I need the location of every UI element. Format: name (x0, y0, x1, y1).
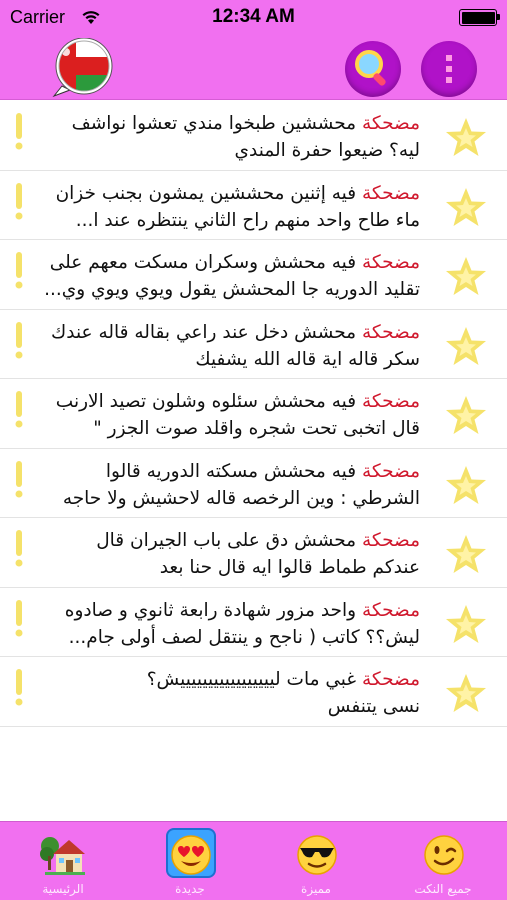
joke-line-2: سكر قاله اية قاله الله يشفيك (195, 348, 420, 370)
joke-text (40, 666, 420, 720)
joke-text (40, 319, 420, 373)
status-bar (0, 0, 507, 36)
tab-bar (0, 821, 507, 900)
battery-icon (459, 9, 497, 26)
carrier-label: Carrier (10, 7, 66, 27)
joke-line-2: تقليد الدوريه جا المحشش يقول ويوي ويوي وي... (44, 279, 420, 300)
tab-label: الرئيسية (42, 882, 84, 896)
winking-emoji-icon (419, 830, 467, 878)
list-item[interactable] (0, 449, 507, 519)
exclamation-icon[interactable] (14, 183, 24, 221)
exclamation-icon[interactable] (14, 530, 24, 568)
menu-button[interactable] (421, 41, 477, 97)
joke-category: مضحكة (361, 252, 420, 273)
tab-label: جديدة (175, 882, 205, 896)
star-icon[interactable] (444, 603, 488, 645)
joke-line-2: قال اتخبى تحت شجره واقلد صوت الجزر " (93, 418, 420, 439)
tab-label: جميع النكت (414, 882, 472, 896)
search-icon (345, 41, 401, 97)
exclamation-icon[interactable] (14, 322, 24, 360)
list-item[interactable] (0, 518, 507, 588)
list-item[interactable] (0, 171, 507, 241)
joke-category: مضحكة (361, 460, 420, 482)
jokes-list[interactable] (0, 101, 507, 821)
star-icon[interactable] (444, 672, 488, 714)
tab-home[interactable] (0, 822, 126, 900)
joke-category: مضحكة (361, 391, 420, 412)
joke-line-1: واحد مزور شهادة رابعة ثانوي و صادوه (64, 599, 357, 621)
joke-text (40, 180, 420, 234)
joke-line-1: فيه إثنين محششين يمشون بجنب خزان (55, 182, 357, 204)
nav-bar (0, 36, 507, 100)
star-icon[interactable] (444, 255, 488, 297)
tab-new[interactable] (127, 822, 253, 900)
tab-all-jokes[interactable] (380, 822, 506, 900)
list-item[interactable] (0, 588, 507, 658)
joke-line-2: ليه؟ ضيعوا حفرة المندي (234, 140, 420, 161)
joke-line-1: محشش دخل عند راعي بقاله قاله عندك (50, 321, 357, 343)
tab-label: مميزة (301, 882, 331, 896)
joke-text (40, 388, 420, 442)
house-icon (39, 830, 87, 878)
joke-line-2: نسى يتنفس (327, 696, 420, 717)
star-icon[interactable] (444, 533, 488, 575)
joke-category: مضحكة (361, 321, 420, 343)
heart-eyes-emoji-icon (166, 830, 214, 878)
star-icon[interactable] (444, 116, 488, 158)
joke-line-2: ليش؟؟ كاتب ( ناجح و ينتقل لصف أولى جام... (68, 626, 420, 648)
joke-category: مضحكة (361, 599, 420, 621)
star-icon[interactable] (444, 186, 488, 228)
exclamation-icon[interactable] (14, 391, 24, 429)
joke-line-2: الشرطي : وين الرخصه قاله لاحشيش ولا حاجه (62, 487, 420, 509)
joke-line-1: فيه محشش مسكته الدوريه قالوا (105, 460, 357, 482)
sunglasses-emoji-icon (292, 830, 340, 878)
joke-text (40, 249, 420, 303)
oman-flag-chat-bubble-icon[interactable] (48, 38, 118, 98)
joke-category: مضحكة (361, 113, 420, 134)
joke-line-2: ماء طاح واحد منهم راح الثاني ينتظره عند ا... (75, 209, 420, 231)
joke-line-1: غبي مات ليييييييييييييييييش؟ (146, 669, 357, 690)
clock: 12:34 AM (212, 6, 295, 27)
list-item[interactable] (0, 240, 507, 310)
joke-category: مضحكة (361, 530, 420, 551)
list-item[interactable] (0, 101, 507, 171)
joke-line-1: محششين طبخوا مندي تعشوا نواشف (71, 113, 357, 134)
search-button[interactable] (345, 41, 401, 97)
tab-featured[interactable] (253, 822, 379, 900)
joke-text (40, 458, 420, 512)
joke-line-1: محشش دق على باب الجيران قال (96, 530, 357, 551)
joke-line-2: عندكم طماط قالوا ايه قال حنا بعد (159, 557, 420, 578)
joke-line-1: فيه محشش سئلوه وشلون تصيد الارنب (55, 391, 357, 412)
joke-text (40, 597, 420, 651)
joke-line-1: فيه محشش وسكران مسكت معهم على (49, 252, 357, 273)
list-item[interactable] (0, 657, 507, 727)
vertical-dots-menu-icon (421, 41, 477, 97)
exclamation-icon[interactable] (14, 252, 24, 290)
joke-category: مضحكة (361, 182, 420, 204)
exclamation-icon[interactable] (14, 113, 24, 151)
list-item[interactable] (0, 379, 507, 449)
list-item[interactable] (0, 310, 507, 380)
star-icon[interactable] (444, 464, 488, 506)
exclamation-icon[interactable] (14, 600, 24, 638)
joke-category: مضحكة (361, 669, 420, 690)
star-icon[interactable] (444, 394, 488, 436)
exclamation-icon[interactable] (14, 461, 24, 499)
joke-text (40, 527, 420, 581)
star-icon[interactable] (444, 325, 488, 367)
exclamation-icon[interactable] (14, 669, 24, 707)
joke-text (40, 110, 420, 164)
